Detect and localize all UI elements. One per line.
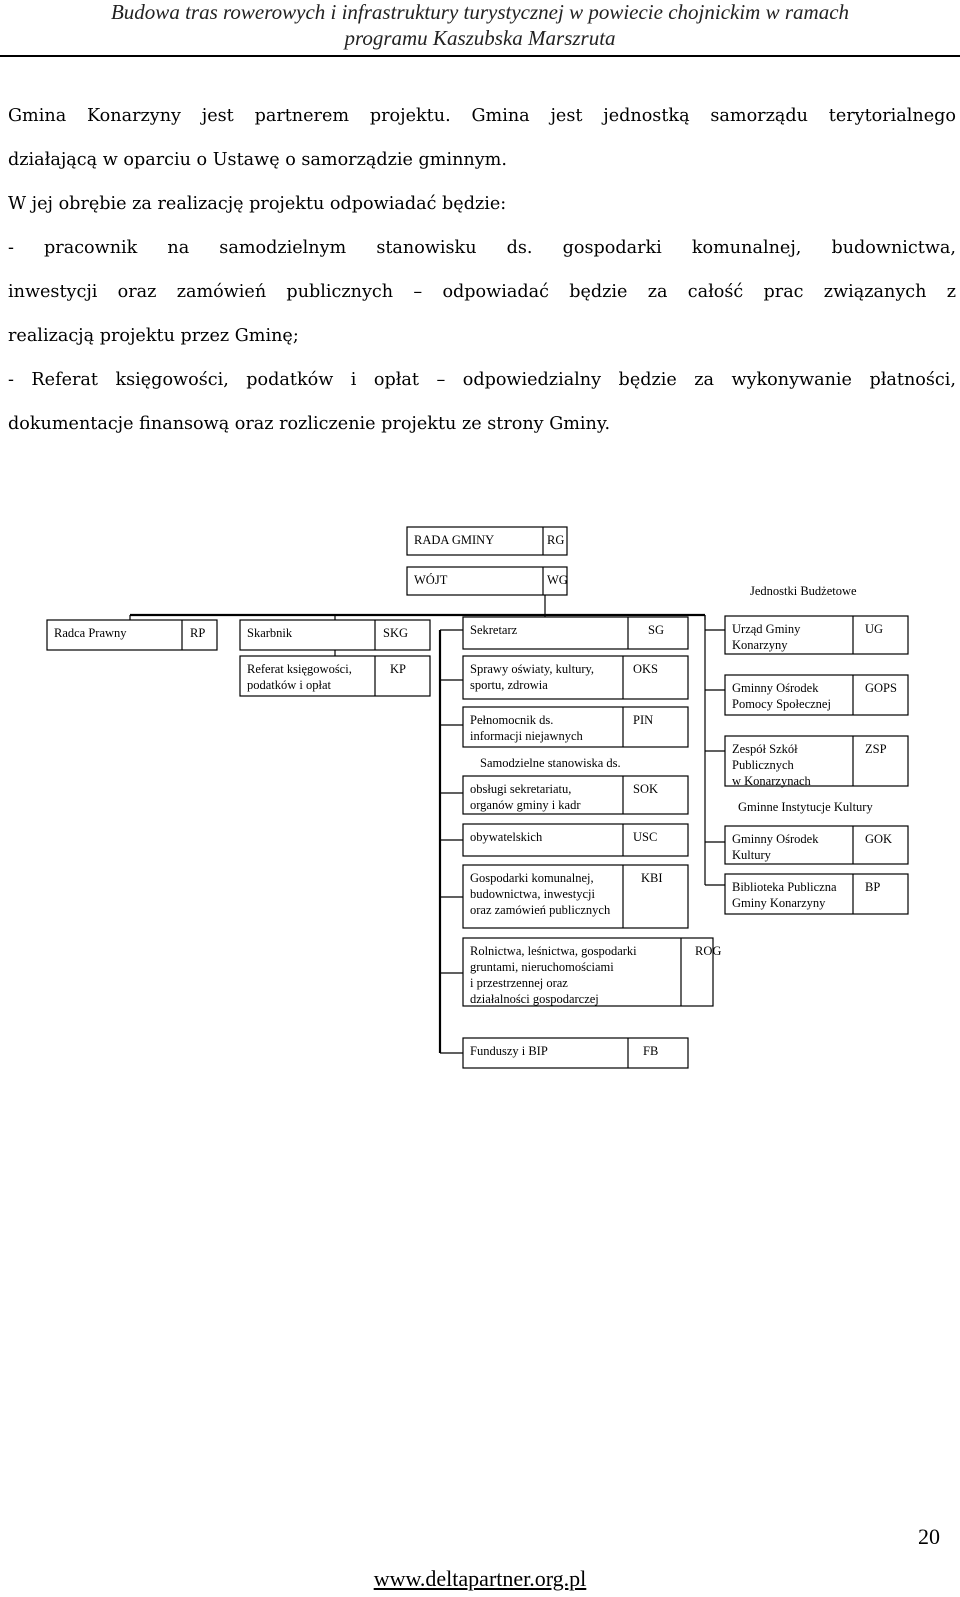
box-jednostka-zsp-label: Zespół Szkół xyxy=(732,742,798,756)
box-center-rog-code: ROG xyxy=(695,944,722,958)
box-center-oks-label: sportu, zdrowia xyxy=(470,678,548,692)
org-chart xyxy=(0,520,960,1080)
box-jednostka-zsp xyxy=(725,736,908,788)
box-center-usc xyxy=(463,824,688,856)
paragraph-line: Gmina Konarzyny jest partnerem projektu. Gmina jest jednostką samorządu terytorialnego xyxy=(8,106,956,126)
box-rada-gminy xyxy=(407,527,567,555)
box-center-rog-label: gruntami, nieruchomościami xyxy=(470,960,614,974)
box-center-oks xyxy=(463,656,688,699)
paragraph-line: działającą w oparciu o Ustawę o samorządzie gminnym. xyxy=(8,150,507,170)
box-center-pin-label: Pełnomocnik ds. xyxy=(470,713,554,727)
box-instytucja-bp-code: BP xyxy=(865,880,881,894)
header-title-line-2: programu Kaszubska Marszruta xyxy=(344,26,616,50)
box-rada-gminy-code: RG xyxy=(547,533,565,547)
box-instytucja-bp-label: Biblioteka Publiczna xyxy=(732,880,837,894)
box-instytucja-gok-code: GOK xyxy=(865,832,893,846)
header-title-line-1: Budowa tras rowerowych i infrastruktury turystycznej w powiecie chojnickim w ramach xyxy=(110,0,850,24)
box-center-fb-code: FB xyxy=(643,1044,659,1058)
box-center-sok xyxy=(463,776,688,814)
page-number: 20 xyxy=(918,1524,940,1549)
box-jednostka-gops-code: GOPS xyxy=(865,681,897,695)
box-center-rog-label: Rolnictwa, leśnictwa, gospodarki xyxy=(470,944,637,958)
box-center-fb-label: Funduszy i BIP xyxy=(470,1044,548,1058)
box-center-sok-label: organów gminy i kadr xyxy=(470,798,581,812)
box-center-oks-label: Sprawy oświaty, kultury, xyxy=(470,662,595,676)
box-referat-ksiegowosci-code: KP xyxy=(390,662,406,676)
box-wojt-code: WG xyxy=(547,573,568,587)
box-wojt xyxy=(407,567,568,595)
box-center-pin xyxy=(463,707,688,747)
box-center-rog-label: działalności gospodarczej xyxy=(470,992,599,1006)
box-jednostka-gops-label: Gminny Ośrodek xyxy=(732,681,819,695)
box-radca-prawny-code: RP xyxy=(190,626,206,640)
box-instytucja-gok-label: Kultury xyxy=(732,848,771,862)
box-jednostka-ug xyxy=(725,616,908,654)
box-instytucja-gok-label: Gminny Ośrodek xyxy=(732,832,819,846)
label-instytucje-kultury: Gminne Instytucje Kultury xyxy=(738,800,873,814)
box-jednostka-zsp-code: ZSP xyxy=(865,742,887,756)
box-center-rog-label: i przestrzennej oraz xyxy=(470,976,568,990)
box-jednostka-gops xyxy=(725,675,908,715)
box-jednostka-ug-label: Urząd Gminy xyxy=(732,622,801,636)
box-center-oks-code: OKS xyxy=(633,662,659,676)
box-center-sok-code: SOK xyxy=(633,782,659,796)
paragraph-line: - Referat księgowości, podatków i opłat – odpowiedzialny będzie za wykonywanie płatności, xyxy=(8,370,956,390)
footer-url-link[interactable]: www.deltapartner.org.pl xyxy=(373,1566,587,1591)
box-center-kbi-label: budownictwa, inwestycji xyxy=(470,887,595,901)
box-center-fb xyxy=(463,1038,688,1068)
box-center-pin-label: informacji niejawnych xyxy=(470,729,583,743)
body-text xyxy=(8,94,956,446)
paragraph-line: - pracownik na samodzielnym stanowisku ds. gospodarki komunalnej, budownictwa, xyxy=(8,238,956,258)
box-instytucja-bp xyxy=(725,874,908,914)
box-jednostka-zsp-label: w Konarzynach xyxy=(732,774,811,788)
box-center-sg-code: SG xyxy=(648,623,664,637)
box-center-kbi-label: oraz zamówień publicznych xyxy=(470,903,611,917)
label-jednostki-budzetowe: Jednostki Budżetowe xyxy=(750,584,857,598)
paragraph-line: inwestycji oraz zamówień publicznych – odpowiadać będzie za całość prac związanych z xyxy=(8,282,956,302)
box-jednostka-ug-label: Konarzyny xyxy=(732,638,788,652)
box-instytucja-bp-label: Gminy Konarzyny xyxy=(732,896,826,910)
box-radca-prawny xyxy=(47,620,217,650)
box-jednostka-ug-code: UG xyxy=(865,622,884,636)
box-wojt-label: WÓJT xyxy=(414,573,448,587)
paragraph-line: realizacją projektu przez Gminę; xyxy=(8,326,299,346)
box-skarbnik-label: Skarbnik xyxy=(247,626,293,640)
box-center-pin-code: PIN xyxy=(633,713,654,727)
box-referat-ksiegowosci-label: Referat księgowości, xyxy=(247,662,352,676)
box-skarbnik xyxy=(240,620,430,650)
box-center-sok-label: obsługi sekretariatu, xyxy=(470,782,572,796)
box-center-kbi-code: KBI xyxy=(641,871,663,885)
box-instytucja-gok xyxy=(725,826,908,864)
box-jednostka-zsp-label: Publicznych xyxy=(732,758,794,772)
box-center-kbi xyxy=(463,865,688,928)
paragraph-line: W jej obrębie za realizację projektu odpowiadać będzie: xyxy=(8,194,507,214)
box-referat-ksiegowosci xyxy=(240,656,430,696)
page-header xyxy=(0,0,960,57)
label-samodzielne-stanowiska: Samodzielne stanowiska ds. xyxy=(480,756,621,770)
box-center-kbi-label: Gospodarki komunalnej, xyxy=(470,871,594,885)
box-center-usc-label: obywatelskich xyxy=(470,830,543,844)
box-center-rog xyxy=(463,938,721,1006)
box-referat-ksiegowosci-label: podatków i opłat xyxy=(247,678,332,692)
box-rada-gminy-label: RADA GMINY xyxy=(414,533,495,547)
box-jednostka-gops-label: Pomocy Społecznej xyxy=(732,697,831,711)
box-center-sg-label: Sekretarz xyxy=(470,623,518,637)
box-skarbnik-code: SKG xyxy=(383,626,409,640)
box-center-usc-code: USC xyxy=(633,830,658,844)
box-radca-prawny-label: Radca Prawny xyxy=(54,626,127,640)
paragraph-line: dokumentacje finansową oraz rozliczenie projektu ze strony Gminy. xyxy=(8,414,611,434)
box-center-sg xyxy=(463,617,688,649)
